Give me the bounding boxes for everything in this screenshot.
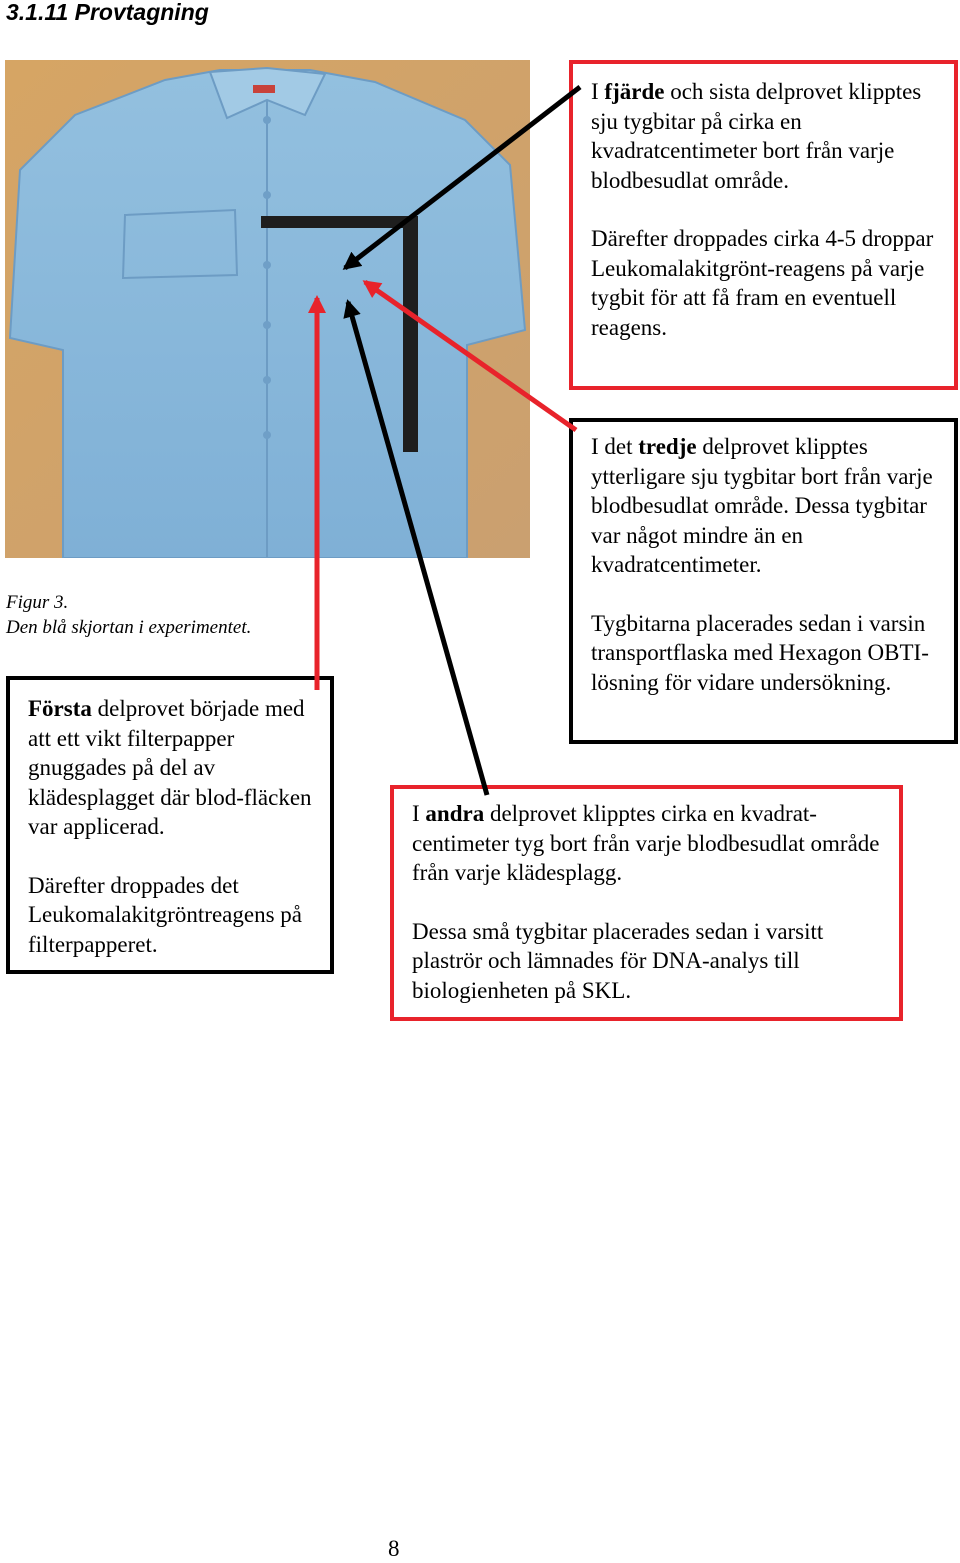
first-bold-word: Första bbox=[28, 696, 92, 721]
shirt-photo bbox=[5, 60, 530, 558]
fourth-rest-text: och sista delprovet klipptes sju tygbitar på cirka en kvadratcentimeter bort från varje blodbesudlat område. bbox=[591, 79, 922, 193]
first-subsample-box bbox=[6, 676, 334, 974]
page-number: 8 bbox=[388, 1536, 400, 1561]
blue-shirt-image bbox=[5, 60, 530, 558]
third-paragraph-2: Tygbitarna placerades sedan i varsin transportflaska med Hexagon OBTI-lösning för vidare undersökning. bbox=[591, 610, 929, 695]
second-lead-text: I bbox=[412, 801, 426, 826]
first-paragraph-2: Därefter droppades det Leukomalakitgröntreagens på filterpapperet. bbox=[28, 872, 302, 957]
second-subsample-box bbox=[390, 785, 903, 1021]
first-rest-text: delprovet började med att ett vikt filterpapper gnuggades på del av klädesplagget där blod-fläcken var applicerad. bbox=[28, 696, 312, 839]
second-paragraph-2: Dessa små tygbitar placerades sedan i varsitt plaströr och lämnades för DNA-analys till biologienheten på SKL. bbox=[412, 918, 824, 1003]
ruler-horizontal bbox=[261, 216, 406, 228]
fourth-bold-word: fjärde bbox=[604, 79, 665, 104]
fourth-paragraph-2: Därefter droppades cirka 4-5 droppar Leukomalakitgrönt-reagens på varje tygbit för att få fram en eventuell reagens. bbox=[591, 226, 934, 340]
second-bold-word: andra bbox=[425, 801, 485, 826]
fourth-lead-text: I bbox=[591, 79, 605, 104]
fourth-paragraph-1 bbox=[591, 77, 938, 195]
figure-caption bbox=[6, 590, 251, 640]
shirt-label bbox=[253, 85, 275, 93]
figure-caption-text: Den blå skjortan i experimentet. bbox=[6, 617, 252, 638]
third-rest-text: delprovet klipptes ytterligare sju tygbitar bort från varje blodbesudlat område. Dessa tygbitar var något mindre än en kvadratcentimeter. bbox=[591, 434, 933, 577]
ruler-vertical bbox=[403, 216, 418, 452]
fourth-subsample-box bbox=[569, 60, 958, 390]
second-paragraph-1 bbox=[412, 799, 885, 888]
first-paragraph-1 bbox=[28, 694, 318, 842]
third-bold-word: tredje bbox=[638, 434, 697, 459]
third-subsample-box bbox=[569, 418, 958, 744]
third-paragraph-1 bbox=[591, 432, 940, 580]
figure-label: Figur 3. bbox=[6, 592, 69, 613]
section-heading: 3.1.11 Provtagning bbox=[6, 0, 209, 25]
third-lead-text: I det bbox=[591, 434, 639, 459]
second-rest-text: delprovet klipptes cirka en kvadrat-centimeter tyg bort från varje blodbesudlat område från varje klädesplagg. bbox=[412, 801, 880, 885]
